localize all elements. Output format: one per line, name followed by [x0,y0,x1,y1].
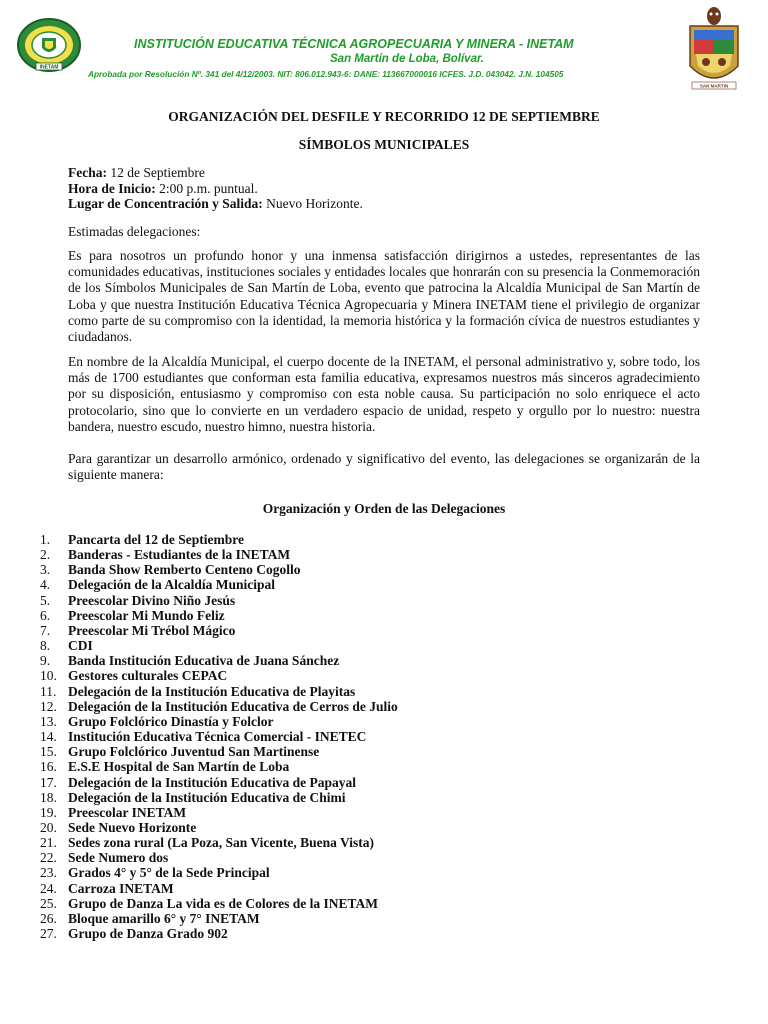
list-item [40,729,398,745]
greeting: Estimadas delegaciones: [68,224,201,239]
list-item [40,774,398,790]
place-line [68,196,363,212]
list-item [40,713,398,729]
list-item-label: Preescolar Mi Trébol Mágico [68,622,236,638]
list-item [40,577,398,593]
date-line [68,165,363,181]
list-item [40,653,398,669]
list-item-number: 10. [40,668,57,684]
list-item-label: Grupo de Danza Grado 902 [68,926,228,942]
list-item-label: Delegación de la Institución Educativa de Papayal [68,774,357,790]
institution-resolution: Aprobada por Resolución Nº. 341 del 4/12/2003. NIT: 806.012.943-6: DANE: 113667000016 ICFES. J.D. 043042. J.N. 104505 [88,69,564,79]
list-item [40,532,398,547]
document-title: ORGANIZACIÓN DEL DESFILE Y RECORRIDO 12 DE SEPTIEMBRE [168,109,600,124]
time-label: Hora de Inicio: [68,180,156,196]
place-label: Lugar de Concentración y Salida: [68,196,263,211]
list-item-label: Institución Educativa Técnica Comercial - INETEC [68,729,367,745]
list-item-label: Grupo Folclórico Juventud San Martinense [68,744,320,760]
list-item-number: 17. [40,774,57,790]
list-item-label: Carroza INETAM [68,880,174,896]
list-item-number: 22. [40,850,57,866]
institution-seal-logo [16,16,82,74]
list-item [40,607,398,623]
list-item [40,668,398,684]
list-item-number: 9. [40,653,51,669]
list-item-number: 16. [40,759,57,775]
document-subtitle: SÍMBOLOS MUNICIPALES [298,137,470,152]
list-item-number: 12. [40,698,57,714]
place-value: Nuevo Horizonte. [262,196,363,211]
section-title: Organización y Orden de las Delegaciones [262,501,506,516]
list-item-label: Banderas - Estudiantes de la INETAM [68,547,291,563]
list-item-label: Grupo Folclórico Dinastía y Folclor [68,713,274,729]
list-item-label: Delegación de la Institución Educativa de Playitas [68,683,356,699]
list-item [40,622,398,638]
list-item-number: 20. [40,819,57,835]
paragraph-organization: Para garantizar un desarrollo armónico, ordenado y significativo del evento, las delegaciones se organizarán de la siguiente manera: [68,451,700,483]
list-item-number: 3. [40,562,51,578]
list-item-number: 6. [40,607,51,623]
list-item-number: 2. [40,547,51,563]
paragraph-intro: Es para nosotros un profundo honor y una inmensa satisfacción dirigirnos a ustedes, representantes de las comunidades educativas, instituciones sociales y entidades locales que honrarán con su presencia la Conmemoración de los Símbolos Municipales de San Martín de Loba, evento que patrocina la Alcaldía Municipal de San Martín de Loba y que nuestra Institución Educativa Técnica Agropecuaria y Minera INETAM tiene el privilegio de organizar como parte de su compromiso con la identidad, la memoria histórica y la formación cívica de nuestros estudiantes y ciudadanos. [68,248,700,345]
list-item-label: E.S.E Hospital de San Martín de Loba [68,759,290,775]
list-item [40,683,398,699]
list-item [40,835,398,851]
list-item-label: Gestores culturales CEPAC [68,668,228,684]
list-item [40,592,398,608]
list-item-label: Delegación de la Institución Educativa de Chimi [68,789,346,805]
svg-text:INETAM: INETAM [39,64,59,71]
list-item [40,638,398,654]
institution-city: San Martín de Loba, Bolívar. [330,53,485,65]
event-details [68,165,363,212]
list-item-label: Bloque amarillo 6° y 7° INETAM [68,910,260,926]
list-item [40,819,398,835]
date-value: 12 de Septiembre [106,165,205,180]
list-item-label: Sede Nuevo Horizonte [68,819,197,835]
list-item [40,562,398,578]
list-item-number: 26. [40,910,57,926]
list-item-label: Sedes zona rural (La Poza, San Vicente, Buena Vista) [68,835,374,851]
list-item-label: Delegación de la Alcaldía Municipal [68,577,276,593]
list-item-label: Banda Institución Educativa de Juana Sánchez [68,653,340,669]
list-item [40,759,398,775]
list-item-number: 11. [40,683,57,699]
list-item-label: Pancarta del 12 de Septiembre [68,532,244,547]
list-item-number: 1. [40,532,51,547]
list-item-number: 14. [40,729,57,745]
list-item [40,880,398,896]
list-item [40,910,398,926]
list-item-number: 13. [40,713,57,729]
svg-text:SAN MARTIN: SAN MARTIN [699,83,729,89]
paragraph-thanks: En nombre de la Alcaldía Municipal, el cuerpo docente de la INETAM, el personal administrativo y, sobre todo, los más de 1700 estudiantes que conforman esta familia educativa, expresamos nuestros más sinceros agradecimiento por su disposición, entusiasmo y compromiso con esta noble causa. Su participación no solo enriquece el acto protocolario, sino que lo convierte en un verdadero espacio de unidad, respeto y orgullo por lo nuestro: nuestra bandera, nuestro escudo, nuestro himno, nuestra historia. [68,354,700,434]
list-item-label: Preescolar Mi Mundo Feliz [68,607,225,623]
time-value: 2:00 p.m. puntual. [155,180,258,196]
list-item-number: 25. [40,895,57,911]
list-item-number: 8. [40,638,51,654]
municipal-coat-of-arms-logo [686,4,742,92]
list-item-number: 27. [40,926,57,942]
list-item-number: 18. [40,789,57,805]
list-item-label: Preescolar INETAM [68,804,187,820]
list-item-label: Preescolar Divino Niño Jesús [68,592,236,608]
time-line [68,181,363,197]
list-item-number: 4. [40,577,51,593]
list-item-label: Delegación de la Institución Educativa de Cerros de Julio [68,698,398,714]
list-item [40,804,398,820]
list-item [40,895,398,911]
list-item-number: 23. [40,865,57,881]
list-item-number: 19. [40,804,57,820]
list-item [40,698,398,714]
list-item [40,850,398,866]
delegation-list [40,532,398,942]
list-item-label: Grados 4° y 5° de la Sede Principal [68,865,270,881]
letterhead [0,0,768,100]
list-item-number: 21. [40,835,57,851]
list-item-label: Sede Numero dos [68,850,169,866]
list-item-number: 7. [40,622,51,638]
institution-name: INSTITUCIÓN EDUCATIVA TÉCNICA AGROPECUARIA Y MINERA - INETAM [134,37,574,51]
list-item-label: CDI [68,638,93,654]
list-item-number: 5. [40,592,51,608]
list-item [40,865,398,881]
list-item-label: Grupo de Danza La vida es de Colores de la INETAM [68,895,379,911]
list-item [40,926,398,942]
list-item [40,547,398,563]
list-item-number: 15. [40,744,57,760]
list-item-label: Banda Show Remberto Centeno Cogollo [68,562,301,578]
list-item [40,744,398,760]
list-item-number: 24. [40,880,57,896]
list-item [40,789,398,805]
date-label: Fecha: [68,165,107,180]
